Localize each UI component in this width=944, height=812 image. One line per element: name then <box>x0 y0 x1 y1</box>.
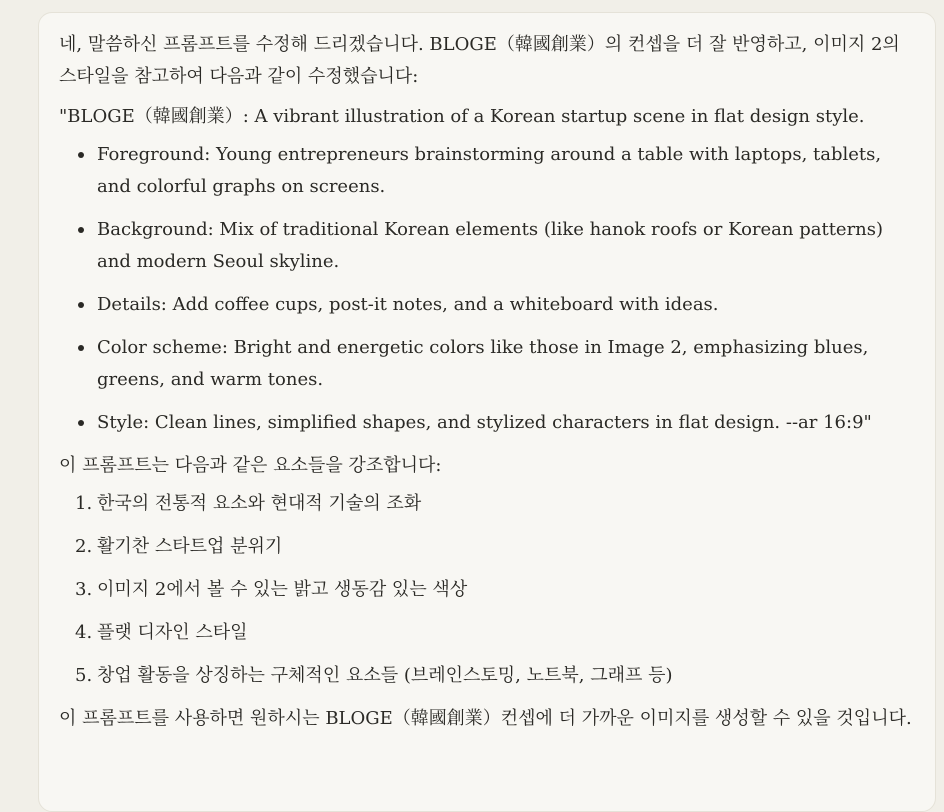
item-text: 한국의 전통적 요소와 현대적 기술의 조화 <box>97 493 422 514</box>
outro-text: 이 프롬프트를 사용하면 원하시는 BLOGE（韓國創業）컨셉에 더 가까운 이미지를 생성할 수 있을 것입니다. <box>59 708 912 729</box>
emphasis-item <box>75 574 913 606</box>
item-number: 3. <box>75 579 93 600</box>
emphasis-item <box>75 488 913 520</box>
prompt-bullet-list <box>59 139 913 439</box>
bullet-dot <box>78 345 84 351</box>
item-text: 플랫 디자인 스타일 <box>97 622 248 643</box>
emphasis-item <box>75 660 913 692</box>
prompt-first-line: "BLOGE（韓國創業）: A vibrant illustration of a Korean startup scene in flat design style. <box>59 106 865 127</box>
bullet-item <box>97 214 913 278</box>
bullet-text: Foreground: Young entrepreneurs brainstorming around a table with laptops, tablets, and colorful graphs on screens. <box>97 144 882 197</box>
item-text: 활기찬 스타트업 분위기 <box>97 536 283 557</box>
item-number: 2. <box>75 536 93 557</box>
emphasis-item <box>75 617 913 649</box>
item-number: 5. <box>75 665 93 686</box>
assistant-message <box>38 12 936 812</box>
bullet-dot <box>78 420 84 426</box>
intro-text: 네, 말씀하신 프롬프트를 수정해 드리겠습니다. BLOGE（韓國創業）의 컨셉을 더 잘 반영하고, 이미지 2의 스타일을 참고하여 다음과 같이 수정했습니다: <box>59 34 900 87</box>
bullet-dot <box>78 227 84 233</box>
item-text: 이미지 2에서 볼 수 있는 밝고 생동감 있는 색상 <box>97 579 468 600</box>
item-text: 창업 활동을 상징하는 구체적인 요소들 (브레인스토밍, 노트북, 그래프 등) <box>97 665 673 686</box>
bullet-text: Style: Clean lines, simplified shapes, and stylized characters in flat design. --ar 16:9" <box>97 412 872 433</box>
emphasis-intro: 이 프롬프트는 다음과 같은 요소들을 강조합니다: <box>59 455 442 476</box>
bullet-item <box>97 332 913 396</box>
emphasis-list <box>59 488 913 692</box>
bullet-text: Details: Add coffee cups, post-it notes, and a whiteboard with ideas. <box>97 294 719 315</box>
bullet-item <box>97 407 913 439</box>
bullet-item <box>97 289 913 321</box>
bullet-text: Background: Mix of traditional Korean elements (like hanok roofs or Korean patterns) and modern Seoul skyline. <box>97 219 884 272</box>
item-number: 4. <box>75 622 93 643</box>
bullet-text: Color scheme: Bright and energetic colors like those in Image 2, emphasizing blues, greens, and warm tones. <box>97 337 869 390</box>
bullet-dot <box>78 302 84 308</box>
item-number: 1. <box>75 493 93 514</box>
bullet-dot <box>78 152 84 158</box>
bullet-item <box>97 139 913 203</box>
emphasis-item <box>75 531 913 563</box>
